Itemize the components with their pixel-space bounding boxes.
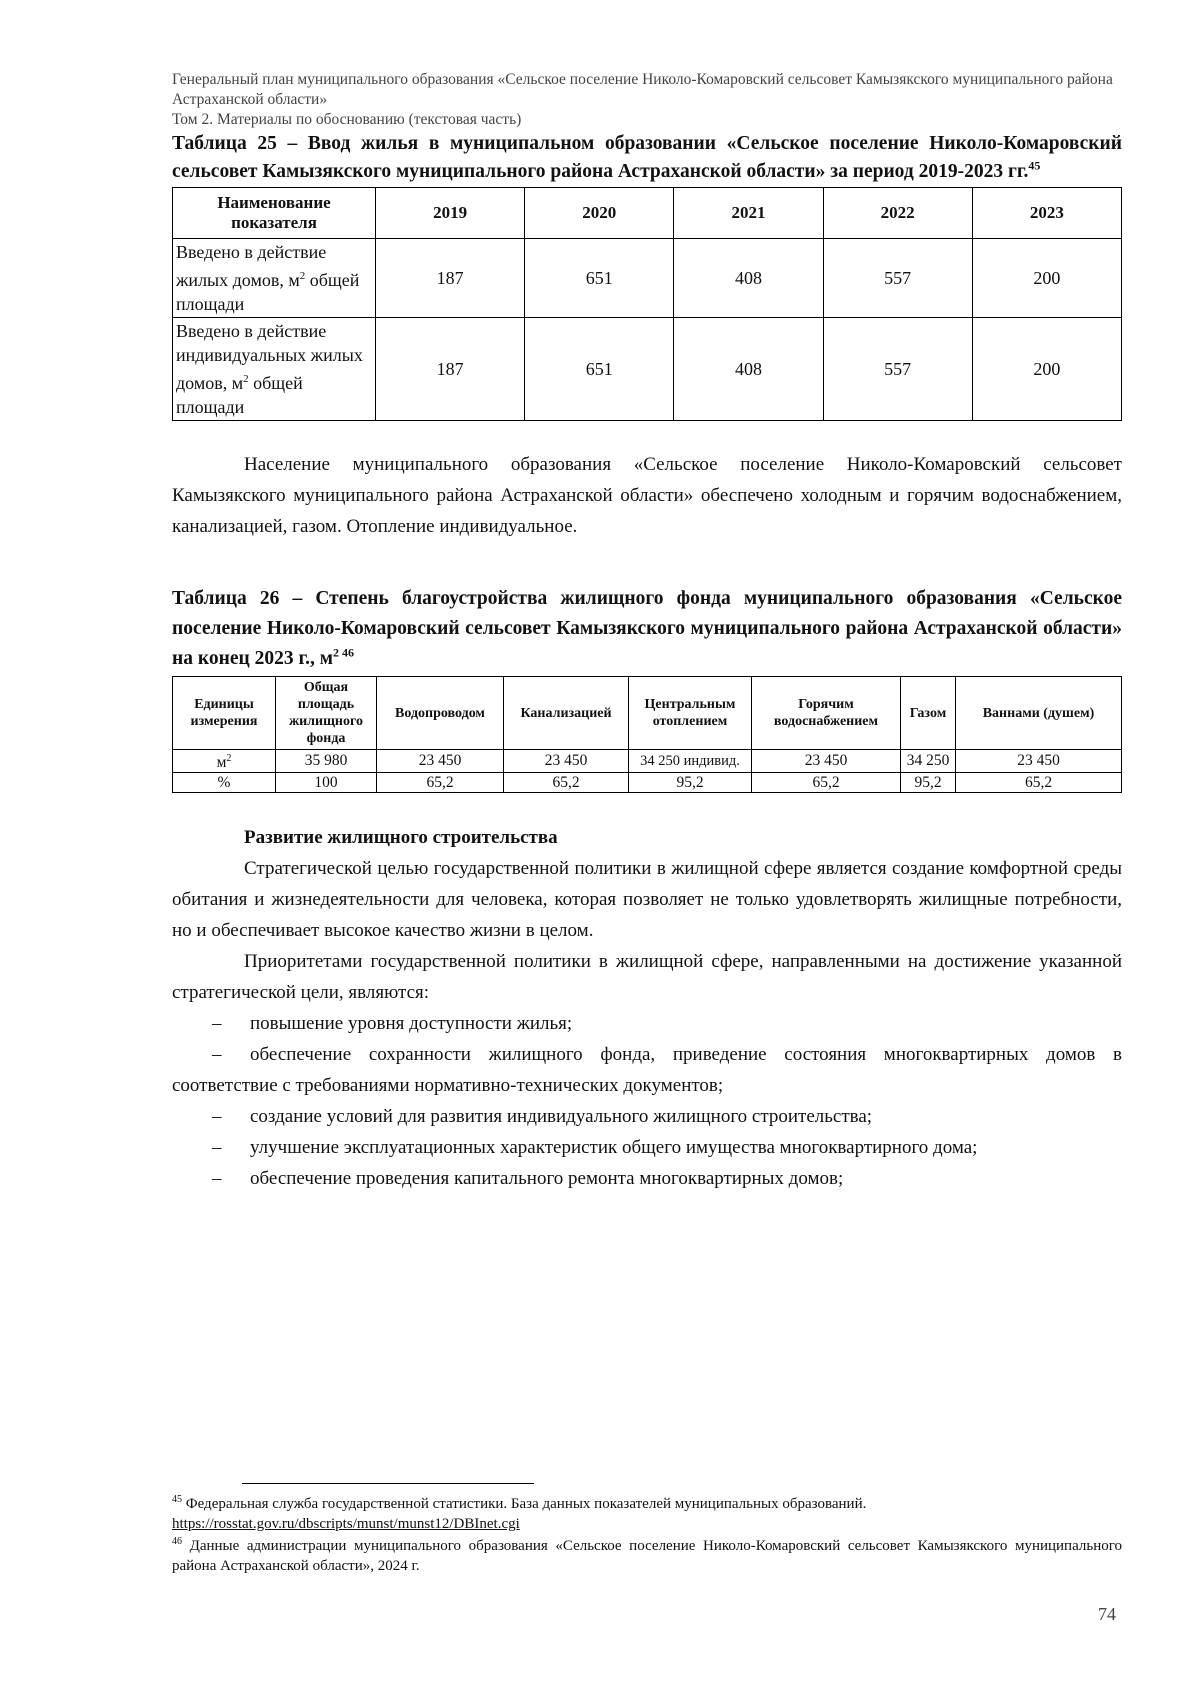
list-item: – создание условий для развития индивидуального жилищного строительства;: [212, 1106, 873, 1128]
cell: 100: [276, 773, 377, 793]
table-row: [173, 239, 1122, 318]
cell: 651: [525, 318, 674, 421]
paragraph-goal: Стратегической целью государственной политики в жилищной сфере является создание комфортной среды обитания и жизнедеятельности для человека, которая позволяет не только удовлетворять жилищные потребности, но и обеспечивает высокое качество жизни в целом.: [172, 858, 1122, 942]
col-year: 2020: [525, 188, 674, 239]
cell: 557: [823, 239, 972, 318]
section-title: Развитие жилищного строительства: [244, 827, 558, 849]
footnote-45: $^{45}$ Федеральная служба государственной статистики. База данных показателей муниципальных образований. https://rosstat.gov.ru/dbscripts/munst/munst12/DBInet.cgi: [172, 1494, 867, 1532]
cell: 65,2: [377, 773, 504, 793]
cell-unit: $м^2$: [173, 750, 276, 773]
table26-caption: Таблица 26 – Степень благоустройства жилищного фонда муниципального образования «Сельское поселение Николо-Комаровский сельсовет Камызякского муниципального района Астраханской области» на конец 2023 г., $м^{2 46}$: [172, 588, 1122, 669]
col-baths: Ваннами (душем): [956, 677, 1122, 750]
table26: [172, 676, 1122, 793]
cell: 187: [376, 318, 525, 421]
header-title: Генеральный план муниципального образования «Сельское поселение Николо-Комаровский сельсовет Камызякского муниципального района Астраханской области»: [172, 71, 1113, 108]
running-header: [172, 70, 1122, 130]
cell: 408: [674, 318, 823, 421]
table25: [172, 187, 1122, 421]
row-label: Введено в действие жилых домов, $м^2$ общей площади: [173, 239, 376, 318]
cell: 65,2: [752, 773, 901, 793]
cell: 65,2: [504, 773, 629, 793]
cell: 200: [972, 318, 1121, 421]
col-units: Единицы измерения: [173, 677, 276, 750]
col-total-area: Общая площадь жилищного фонда: [276, 677, 377, 750]
col-year: 2019: [376, 188, 525, 239]
header-volume: Том 2. Материалы по обоснованию (текстовая часть): [172, 111, 522, 128]
rosstat-link[interactable]: https://rosstat.gov.ru/dbscripts/munst/munst12/DBInet.cgi: [172, 1516, 520, 1532]
footnote-46: $^{46}$ Данные администрации муниципального образования «Сельское поселение Николо-Комаровский сельсовет Камызякского муниципального района Астраханской области», 2024 г.: [172, 1536, 1123, 1574]
cell: 34 250: [901, 750, 956, 773]
table-header-row: [173, 188, 1122, 239]
col-year: 2021: [674, 188, 823, 239]
paragraph-priorities: Приоритетами государственной политики в жилищной сфере, направленными на достижение указанной стратегической цели, являются:: [172, 951, 1122, 1004]
list-item: – улучшение эксплуатационных характеристик общего имущества многоквартирного дома;: [212, 1137, 978, 1159]
col-heating: Центральным отоплением: [629, 677, 752, 750]
cell: 408: [674, 239, 823, 318]
col-sewerage: Канализацией: [504, 677, 629, 750]
cell: 23 450: [504, 750, 629, 773]
footnote-ref-46[interactable]: 2 46: [333, 645, 355, 660]
table-row: [173, 318, 1122, 421]
cell: 557: [823, 318, 972, 421]
cell-unit: %: [173, 773, 276, 793]
cell: 35 980: [276, 750, 377, 773]
document-page: [172, 70, 1122, 1194]
cell: 95,2: [629, 773, 752, 793]
table-row: [173, 750, 1122, 773]
col-water: Водопроводом: [377, 677, 504, 750]
cell: 651: [525, 239, 674, 318]
table-row: [173, 773, 1122, 793]
page-number: 74: [1098, 1604, 1116, 1624]
cell: 23 450: [377, 750, 504, 773]
row-label: Введено в действие индивидуальных жилых домов, $м^2$ общей площади: [173, 318, 376, 421]
list-item: – обеспечение сохранности жилищного фонда, приведение состояния многоквартирных домов в соответствие с требованиями нормативно-технических документов;: [172, 1044, 1122, 1097]
footnote-separator: [242, 1483, 534, 1484]
col-hot-water: Горячим водоснабжением: [752, 677, 901, 750]
cell: 95,2: [901, 773, 956, 793]
cell: 23 450: [956, 750, 1122, 773]
col-indicator-name: Наименование показателя: [173, 188, 376, 239]
cell: 23 450: [752, 750, 901, 773]
table25-caption: Таблица 25 – Ввод жилья в муниципальном образовании «Сельское поселение Николо-Комаровский сельсовет Камызякского муниципального района Астраханской области» за период 2019-2023 гг.$^{45}$: [172, 133, 1122, 182]
list-item: – обеспечение проведения капитального ремонта многоквартирных домов;: [212, 1168, 844, 1190]
cell: 65,2: [956, 773, 1122, 793]
col-gas: Газом: [901, 677, 956, 750]
col-year: 2022: [823, 188, 972, 239]
paragraph-utilities: Население муниципального образования «Сельское поселение Николо-Комаровский сельсовет Камызякского муниципального района Астраханской области» обеспечено холодным и горячим водоснабжением, канализацией, газом. Отопление индивидуальное.: [172, 454, 1122, 537]
footnote-ref-45[interactable]: 45: [1028, 158, 1041, 173]
list-item: – повышение уровня доступности жилья;: [212, 1013, 573, 1035]
cell: 34 250 индивид.: [629, 750, 752, 773]
cell: 187: [376, 239, 525, 318]
cell: 200: [972, 239, 1121, 318]
table-header-row: [173, 677, 1122, 750]
col-year: 2023: [972, 188, 1121, 239]
